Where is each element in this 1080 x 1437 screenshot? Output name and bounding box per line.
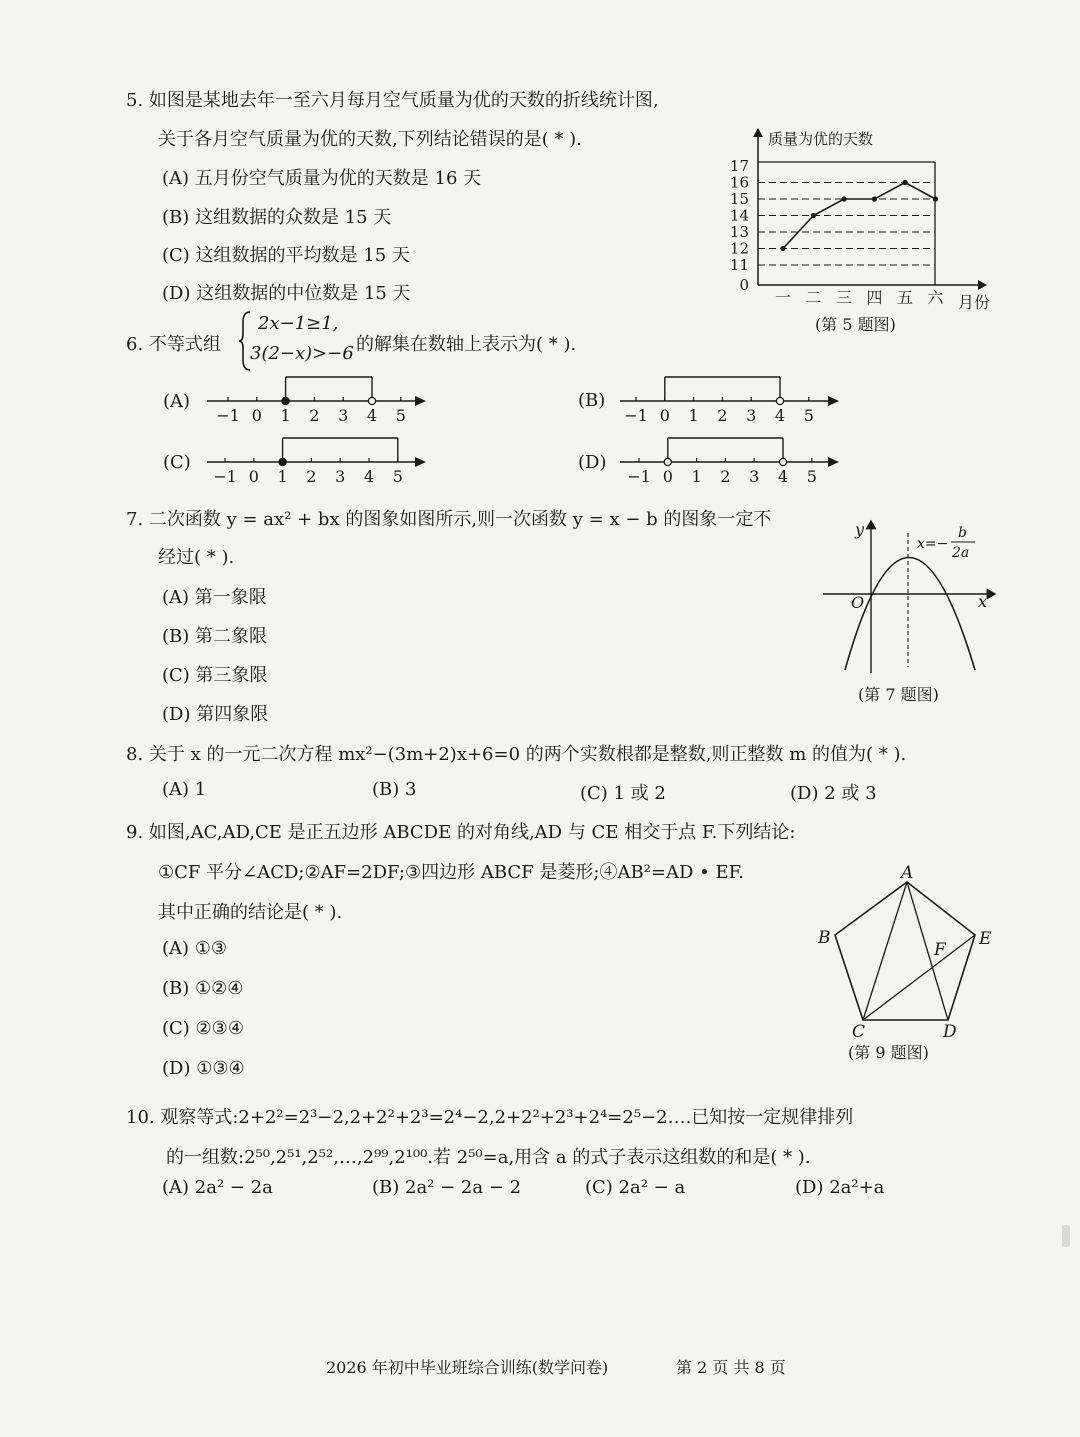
endpoint-left [282, 397, 289, 404]
q10-stem-line2: 的一组数:2⁵⁰,2⁵¹,2⁵²,…,2⁹⁹,2¹⁰⁰.若 2⁵⁰=a,用含 a 的式子表示这组数的和是( * ). [166, 1147, 811, 1168]
q7-figure-caption: (第 7 题图) [858, 685, 939, 704]
tick-label: 5 [806, 467, 817, 486]
axis-arrow [415, 396, 426, 406]
q9-option-c: (C) ②③④ [162, 1018, 244, 1039]
q6-stem-tail: 的解集在数轴上表示为( * ). [356, 334, 577, 355]
point-d-label: D [943, 1022, 957, 1042]
tick-label: 1 [688, 406, 699, 425]
symmetry-eq-numerator: b [958, 525, 967, 541]
endpoint-right [368, 397, 375, 404]
tick-label: 3 [746, 406, 757, 425]
y-tick-label-12: 12 [729, 239, 749, 258]
diagonal-ce [863, 935, 975, 1020]
x-tick-label-1: 一 [774, 288, 792, 307]
tick-label: 0 [248, 467, 259, 486]
q8-stem: 8. 关于 x 的一元二次方程 mx²−(3m+2)x+6=0 的两个实数根都是整数,则正整数 m 的值为( * ). [126, 744, 907, 765]
q9-option-d: (D) ①③④ [162, 1058, 245, 1079]
tick-label: −1 [216, 406, 240, 425]
y-tick-label-11: 11 [729, 256, 749, 274]
chart-title: 质量为优的天数 [768, 130, 874, 148]
q7-stem-line2: 经过( * ). [158, 547, 235, 568]
tick-label: 4 [777, 467, 789, 486]
tick-label: −1 [627, 467, 651, 486]
tick-label: 5 [392, 467, 403, 486]
q6-option-c-label: (C) [163, 452, 191, 473]
q6-option-a-label: (A) [163, 391, 191, 412]
endpoint-right [779, 458, 786, 465]
symmetry-eq-prefix: x=− [917, 536, 949, 552]
q5-line-chart [725, 120, 1025, 310]
q6-system-line2: 3(2−x)>−6 [250, 343, 354, 364]
q10-stem-line1: 10. 观察等式:2+2²=2³−2,2+2²+2³=2⁴−2,2+2²+2³+2⁴=2⁵−2….已知按一定规律排列 [126, 1107, 854, 1128]
tick-label: 1 [277, 467, 288, 486]
q9-stem-line1: 9. 如图,AC,AD,CE 是正五边形 ABCDE 的对角线,AD 与 CE 相交于点 F.下列结论: [126, 822, 796, 843]
q6-option-c-number-line [205, 433, 435, 493]
tick-label: −1 [213, 467, 237, 486]
tick-label: 4 [774, 406, 786, 425]
tick-label: 3 [335, 467, 346, 486]
q5-stem-line1: 5. 如图是某地去年一至六月每月空气质量为优的天数的折线统计图, [126, 90, 659, 111]
footer-page-number: 第 2 页 共 8 页 [676, 1358, 786, 1377]
point-a-label: A [901, 863, 914, 883]
q8-option-a: (A) 1 [162, 779, 207, 800]
q7-option-a: (A) 第一象限 [162, 587, 267, 608]
data-point-3 [841, 196, 846, 201]
y-tick-label-13: 13 [729, 223, 749, 241]
endpoint-left [279, 458, 286, 465]
tick-label: 1 [691, 467, 702, 486]
q5-stem-line2: 关于各月空气质量为优的天数,下列结论错误的是( * ). [158, 129, 582, 150]
q5-option-d: (D) 这组数据的中位数是 15 天 [162, 283, 411, 304]
tick-label: 4 [366, 406, 378, 425]
y-tick-label-17: 17 [729, 157, 749, 175]
point-b-label: B [818, 928, 831, 948]
q6-option-d-number-line [618, 433, 848, 493]
tick-label: 0 [251, 406, 262, 425]
tick-label: 0 [659, 406, 670, 425]
y-axis-arrow [753, 128, 763, 137]
tick-label: 2 [717, 406, 728, 425]
y-tick-label-0: 0 [739, 276, 749, 294]
point-e-label: E [979, 929, 992, 949]
point-f-label: F [934, 940, 946, 960]
tick-label: 4 [363, 467, 375, 486]
tick-label: 0 [662, 467, 673, 486]
q9-figure-caption: (第 9 题图) [848, 1043, 929, 1062]
data-point-6 [933, 196, 938, 201]
parabola-curve [845, 558, 975, 671]
endpoint-left [664, 458, 671, 465]
tick-label: 5 [803, 406, 814, 425]
q10-option-c: (C) 2a² − a [585, 1177, 686, 1198]
tick-label: 5 [395, 406, 406, 425]
tick-label: 2 [309, 406, 320, 425]
data-point-5 [902, 180, 907, 185]
axis-arrow [415, 457, 426, 467]
axis-arrow [828, 457, 839, 467]
data-point-2 [811, 213, 816, 218]
tick-label: 3 [338, 406, 349, 425]
footer-title: 2026 年初中毕业班综合训练(数学问卷) [326, 1358, 609, 1377]
x-axis-arrow [978, 280, 987, 290]
q7-stem-line1: 7. 二次函数 y = ax² + bx 的图象如图所示,则一次函数 y = x − b 的图象一定不 [126, 509, 772, 530]
data-point-4 [872, 196, 877, 201]
symmetry-eq-denominator: 2a [952, 545, 970, 561]
q5-figure-caption: (第 5 题图) [815, 315, 896, 334]
q5-option-b: (B) 这组数据的众数是 15 天 [162, 207, 392, 228]
q8-option-d: (D) 2 或 3 [790, 783, 877, 804]
x-tick-label-5: 五 [896, 288, 914, 307]
q6-option-b-number-line [618, 372, 848, 432]
q7-option-b: (B) 第二象限 [162, 626, 267, 647]
x-tick-label-2: 二 [805, 288, 822, 307]
q10-option-b: (B) 2a² − 2a − 2 [372, 1177, 522, 1198]
chart-xlabel: 月份 [958, 293, 991, 310]
y-tick-label-16: 16 [729, 173, 749, 192]
x-tick-label-3: 三 [835, 288, 853, 307]
y-axis-label: y [855, 520, 865, 539]
q9-option-a: (A) ①③ [162, 938, 228, 959]
q9-pentagon-figure [810, 860, 1000, 1045]
q6-option-b-label: (B) [578, 390, 606, 411]
q5-option-c: (C) 这组数据的平均数是 15 天 [162, 245, 410, 266]
q7-option-c: (C) 第三象限 [162, 665, 268, 686]
point-c-label: C [852, 1022, 866, 1042]
y-tick-label-15: 15 [729, 190, 749, 208]
q10-option-d: (D) 2a²+a [795, 1177, 885, 1198]
q6-stem-prefix: 6. 不等式组 [126, 334, 221, 355]
scan-edge-mark [1062, 1225, 1070, 1247]
q8-option-b: (B) 3 [372, 779, 417, 800]
q8-option-c: (C) 1 或 2 [580, 783, 666, 804]
origin-label: O [851, 593, 865, 612]
q5-option-a: (A) 五月份空气质量为优的天数是 16 天 [162, 168, 482, 189]
q9-stem-line2: ①CF 平分∠ACD;②AF=2DF;③四边形 ABCF 是菱形;④AB²=AD • EF. [158, 862, 745, 883]
tick-label: 1 [280, 406, 291, 425]
data-point-1 [780, 246, 785, 251]
q9-option-b: (B) ①②④ [162, 978, 244, 999]
q6-option-d-label: (D) [578, 452, 607, 473]
q6-option-a-number-line [205, 372, 435, 432]
axis-arrow [828, 396, 839, 406]
x-axis-label: x [978, 592, 988, 611]
tick-label: −1 [624, 406, 648, 425]
y-tick-label-14: 14 [729, 206, 749, 225]
q6-system-line1: 2x−1≥1, [258, 313, 339, 334]
q9-stem-line3: 其中正确的结论是( * ). [158, 902, 343, 923]
tick-label: 3 [749, 467, 760, 486]
tick-label: 2 [306, 467, 317, 486]
q7-parabola-figure [815, 515, 1005, 675]
tick-label: 2 [720, 467, 731, 486]
x-tick-label-6: 六 [927, 288, 944, 307]
endpoint-right [776, 397, 783, 404]
x-tick-label-4: 四 [866, 288, 883, 307]
diagonal-ac [863, 882, 907, 1020]
q10-option-a: (A) 2a² − 2a [162, 1177, 273, 1198]
q7-option-d: (D) 第四象限 [162, 704, 269, 725]
